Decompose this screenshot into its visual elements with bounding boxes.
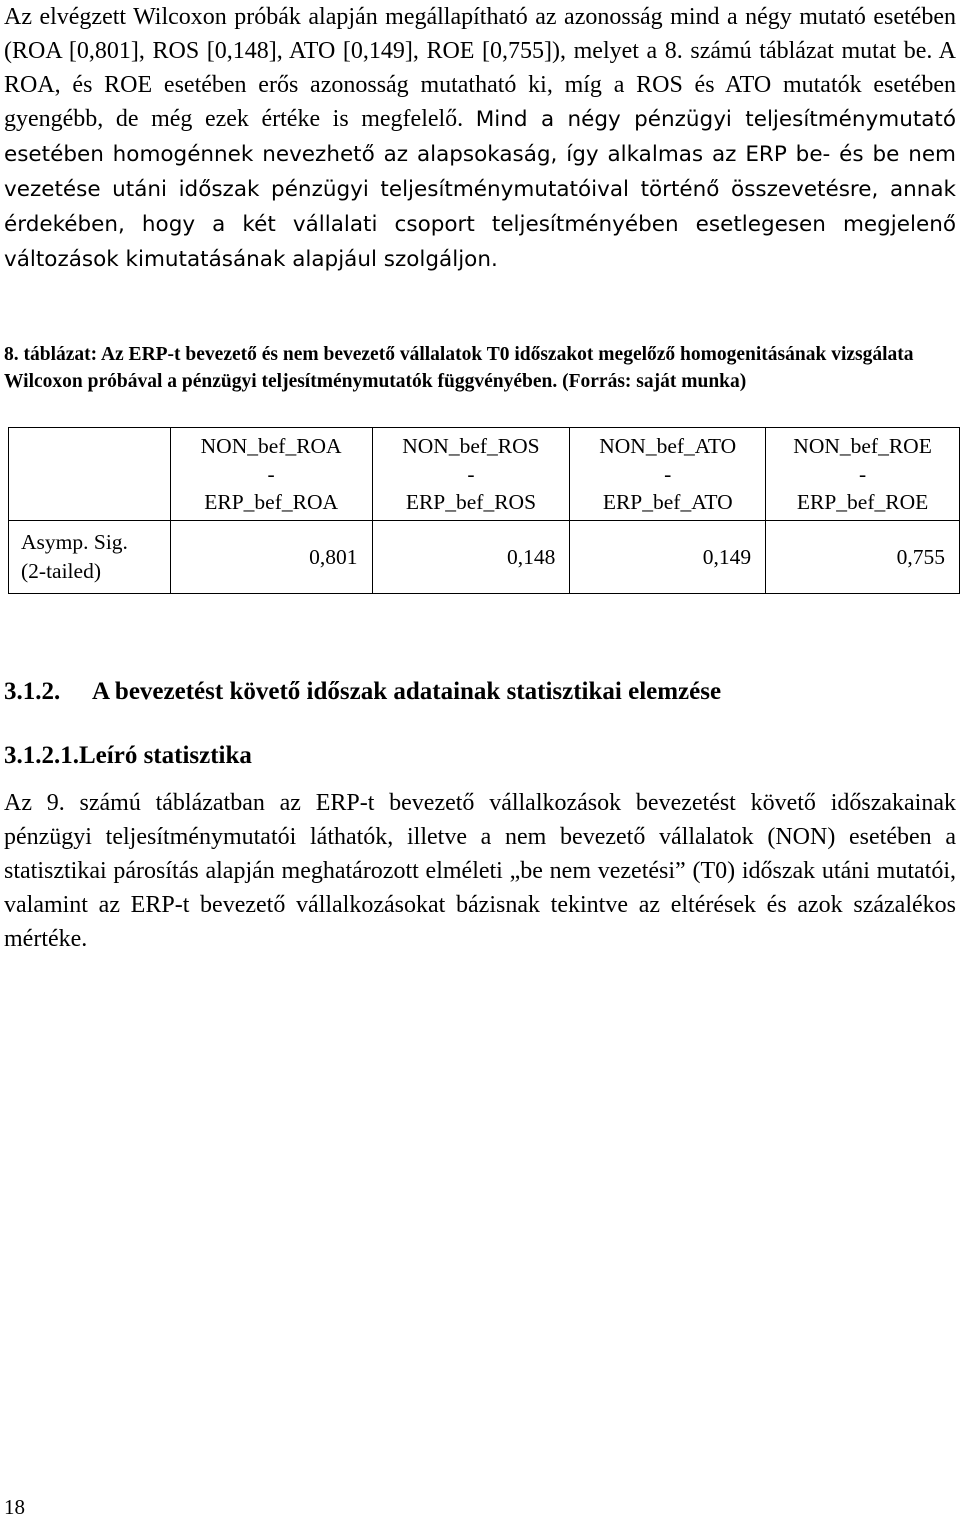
body-paragraph: Az 9. számú táblázatban az ERP-t bevezető vállalkozások bevezetést követő időszakainak pénzügyi teljesítménymutatói láthatók, illetve a nem bevezető vállalatok (NON) esetében a statisztikai párosítás alapján meghatározott elméleti „be nem vezetési” (T0) időszak utáni mutatói, valamint az ERP-t bevezető vállalkozásokat bázisnak tekintve az eltérések és azok százalékos mértéke. — [4, 790, 956, 952]
table-header-cell — [372, 428, 570, 521]
section-number: 3.1.2. — [4, 678, 61, 705]
intro-paragraph-serif-text: Az elvégzett Wilcoxon próbák alapján megállapítható az azonosság mind a négy mutató esetében (ROA [0,801], ROS [0,148], ATO [0,149], ROE [0,755]), melyet a 8. számú táblázat mutat be. A ROA, és ROE esetében erős azonosság mutatható ki, míg a ROS és ATO mutatók esetében gyengébb, de még ezek értéke is megfelelő. — [4, 4, 956, 132]
intro-paragraph — [4, 0, 956, 277]
header-bottom: ERP_bef_ATO — [602, 490, 733, 514]
table-header-cell — [170, 428, 372, 521]
intro-paragraph-sans-text: Mind a négy pénzügyi teljesítménymutató esetében homogénnek nevezhető az alapsokaság, így alkalmas az ERP be- és be nem vezetése utáni időszak pénzügyi teljesítménymutatóival történő összevetésre, annak érdekében, hogy a két vállalati csoport teljesítményében esetlegesen megjelenő változások kimutatásának alapjául szolgáljon. — [4, 107, 957, 272]
header-top: NON_bef_ROE — [793, 434, 932, 458]
table-value-cell: 0,149 — [570, 521, 766, 594]
row-label-line1: Asymp. Sig. — [21, 530, 128, 554]
header-top: NON_bef_ATO — [599, 434, 737, 458]
table-value-cell: 0,801 — [170, 521, 372, 594]
section-title: A bevezetést követő időszak adatainak statisztikai elemzése — [92, 678, 722, 705]
subsection-title: Leíró statisztika — [79, 742, 252, 769]
table-header-row — [9, 428, 960, 521]
header-dash: - — [467, 462, 475, 486]
header-dash: - — [267, 462, 275, 486]
header-dash: - — [664, 462, 672, 486]
header-bottom: ERP_bef_ROE — [796, 490, 929, 514]
table-value-cell: 0,148 — [372, 521, 570, 594]
table-header-cell — [766, 428, 960, 521]
header-dash: - — [858, 462, 867, 486]
header-bottom: ERP_bef_ROS — [405, 490, 537, 514]
page-number: 18 — [4, 1495, 25, 1519]
section-heading — [4, 674, 721, 710]
subsection-heading — [4, 738, 252, 774]
table-corner-cell — [9, 428, 171, 521]
header-top: NON_bef_ROA — [200, 434, 342, 458]
row-label-line2: (2-tailed) — [21, 559, 101, 583]
table-value-cell: 0,755 — [766, 521, 960, 594]
subsection-number: 3.1.2.1. — [4, 742, 79, 769]
wilcoxon-table — [8, 427, 960, 594]
header-top: NON_bef_ROS — [402, 434, 540, 458]
table-header-cell — [570, 428, 766, 521]
table-row — [9, 521, 960, 594]
header-bottom: ERP_bef_ROA — [204, 490, 339, 514]
table-caption: 8. táblázat: Az ERP-t bevezető és nem bevezető vállalatok T0 időszakot megelőző homogenitásának vizsgálata Wilcoxon próbával a pénzügyi teljesítménymutatók függvényében. (Forrás: saját munka) — [4, 344, 914, 392]
row-label-cell — [9, 521, 171, 594]
